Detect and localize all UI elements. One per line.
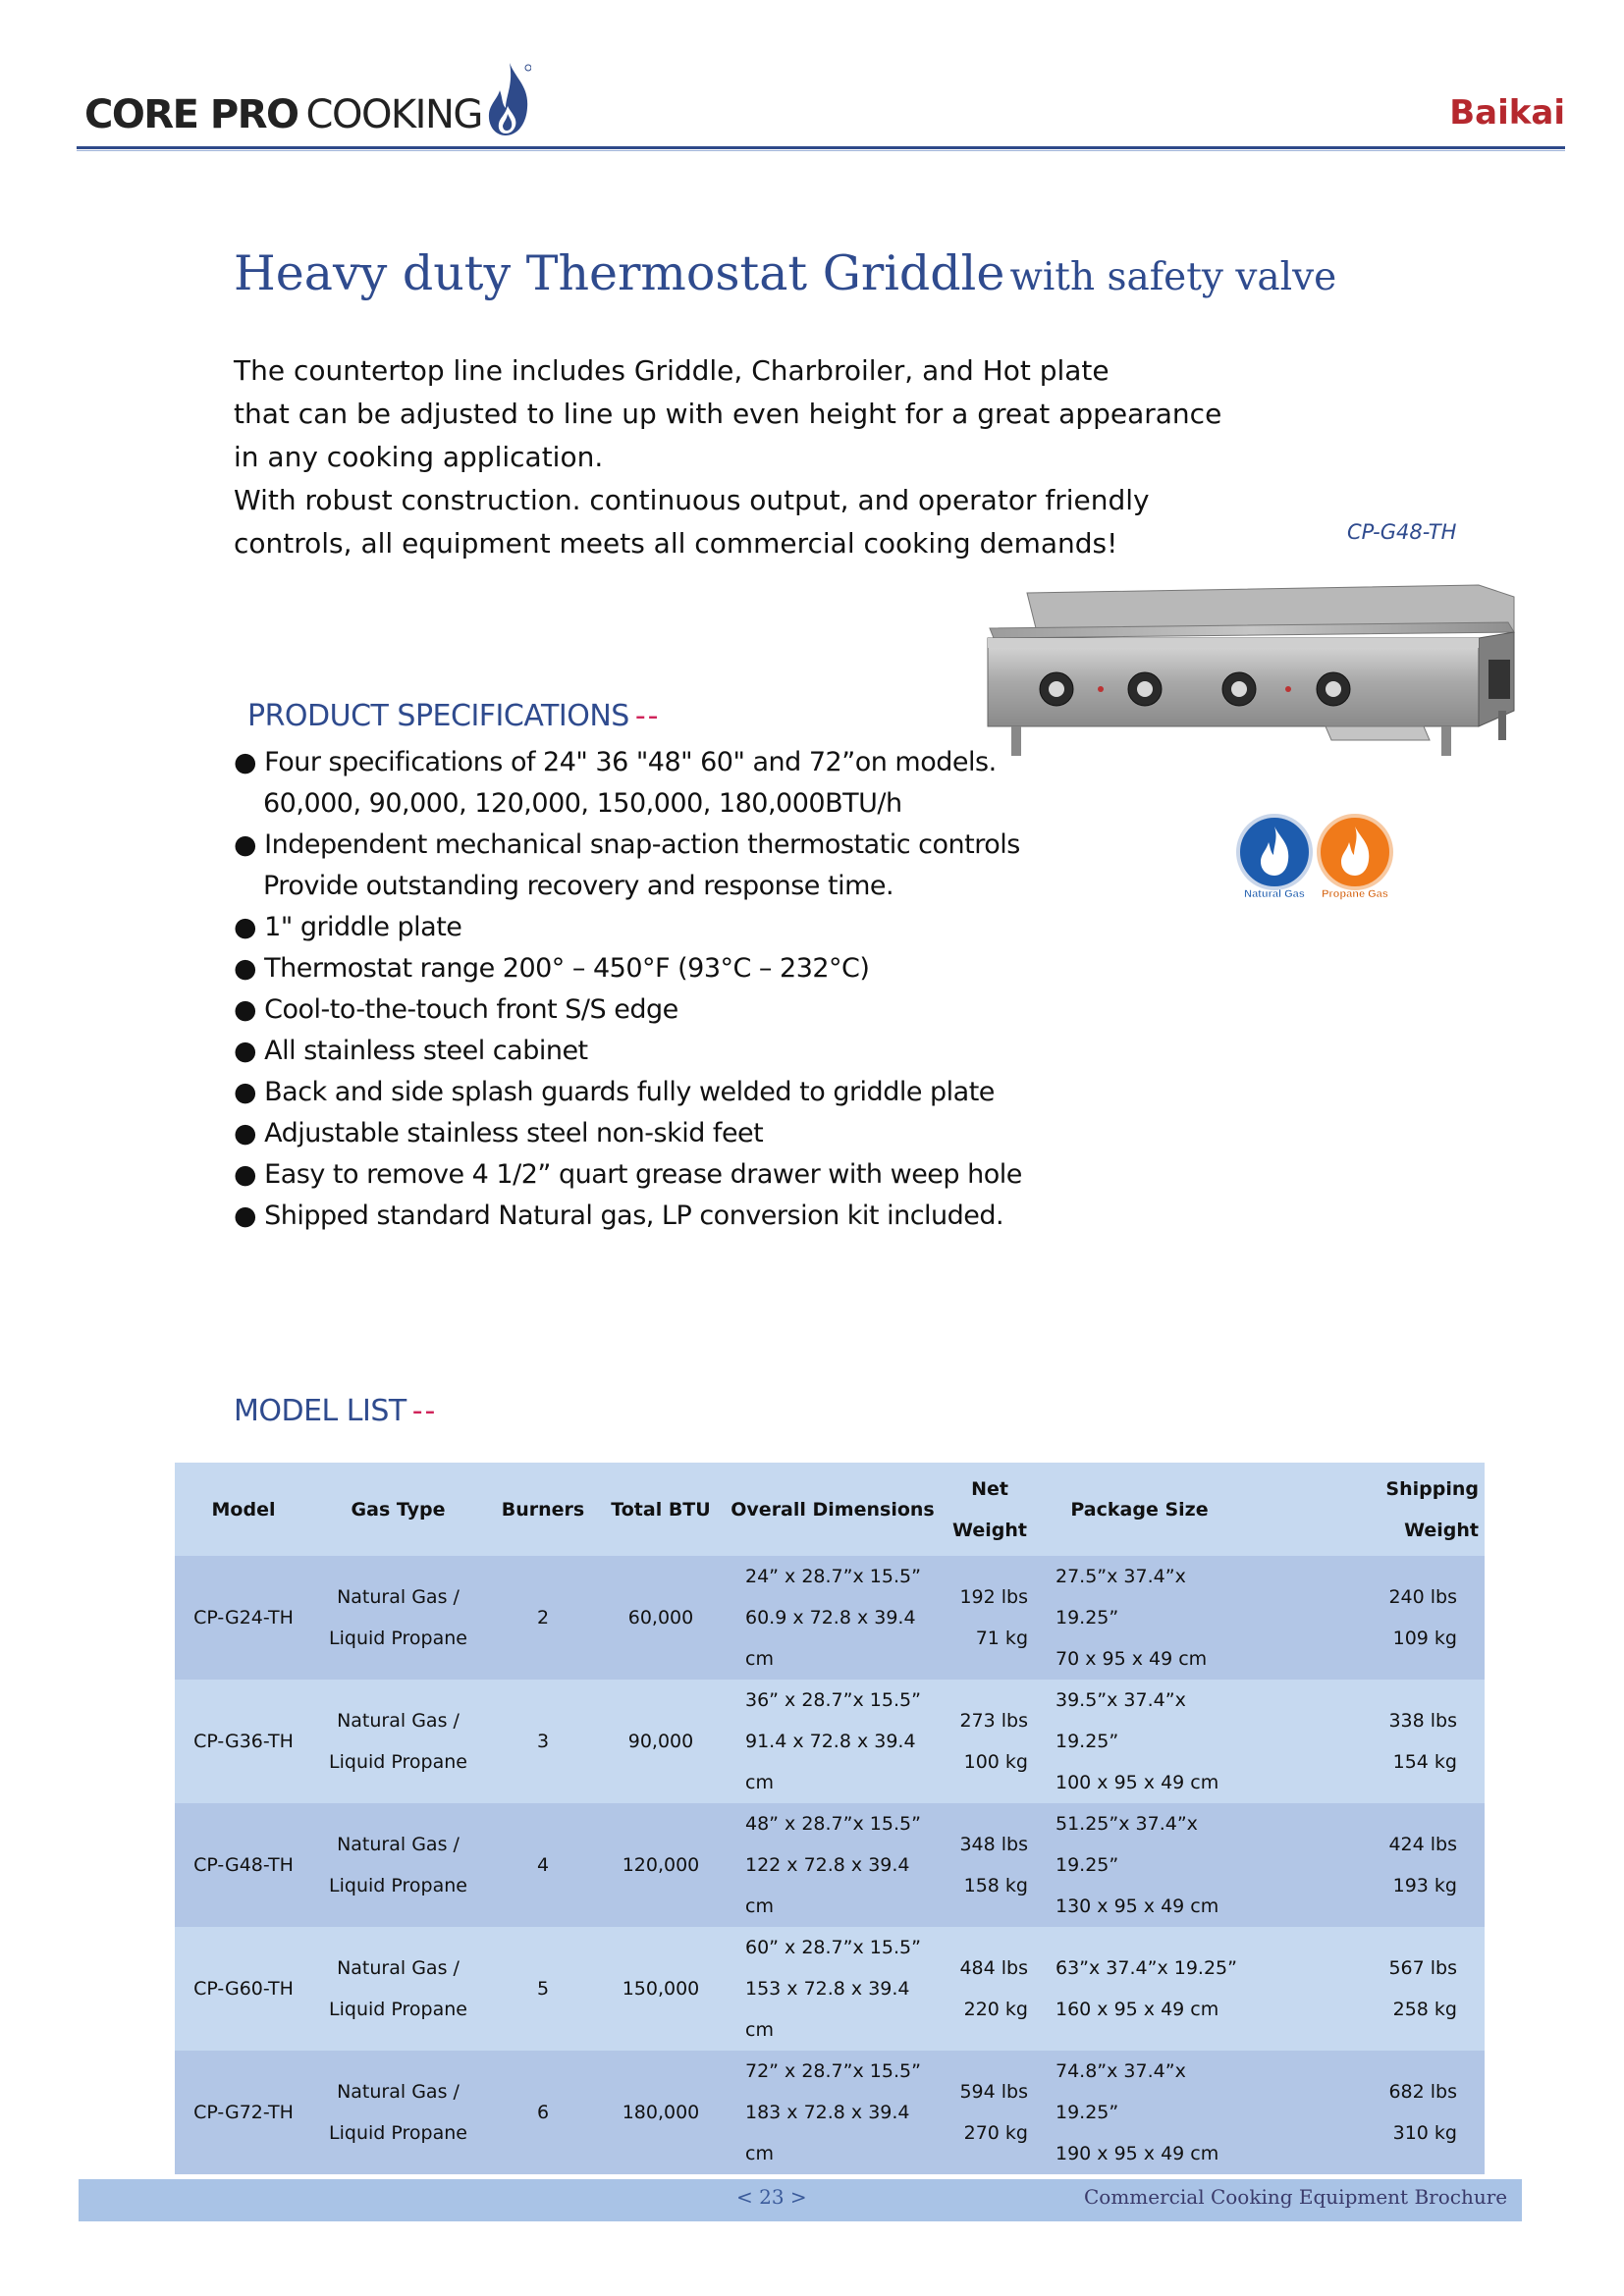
spec-item: ● Shipped standard Natural gas, LP conversion kit included. [234, 1201, 1004, 1231]
cell-overall-dimensions: 60” x 28.7”x 15.5” 153 x 72.8 x 39.4 cm [720, 1927, 946, 2051]
table-row [175, 1556, 1485, 1680]
cell-overall-dimensions: 72” x 28.7”x 15.5” 183 x 72.8 x 39.4 cm [720, 2051, 946, 2174]
title-sub: with safety valve [1009, 255, 1337, 299]
cell-shipping-weight: 567 lbs 258 kg [1245, 1927, 1485, 2051]
table-row [175, 1680, 1485, 1803]
cell-shipping-weight: 338 lbs 154 kg [1245, 1680, 1485, 1803]
intro-line: With robust construction. continuous output, and operator friendly [234, 484, 1150, 516]
cell-net-weight: 348 lbs 158 kg [946, 1803, 1034, 1927]
specs-heading [247, 699, 660, 733]
cell-burners: 2 [484, 1556, 602, 1680]
svg-text:Propane Gas: Propane Gas [1322, 888, 1388, 900]
heading-dash: -- [634, 699, 661, 733]
spec-item-sub: 60,000, 90,000, 120,000, 150,000, 180,000BTU/h [263, 788, 902, 819]
table-row [175, 1803, 1485, 1927]
table-row [175, 1927, 1485, 2051]
gas-type-icons [1235, 813, 1394, 907]
col-header-shipping-weight-line1: Shipping [1385, 1477, 1479, 1500]
natural-gas-icon [1238, 816, 1311, 900]
spec-item: ● All stainless steel cabinet [234, 1036, 588, 1066]
page-title [234, 245, 1336, 301]
intro-line: controls, all equipment meets all commercial cooking demands! [234, 527, 1118, 560]
col-header-net-weight-line2: Weight [952, 1519, 1027, 1541]
cell-net-weight: 484 lbs 220 kg [946, 1927, 1034, 2051]
propane-gas-icon [1319, 816, 1391, 900]
cell-total-btu: 90,000 [602, 1680, 720, 1803]
page-number: < 23 > [736, 2185, 807, 2209]
cell-gas-type: Natural Gas / Liquid Propane [312, 2051, 484, 2174]
col-header-shipping-weight [1245, 1463, 1485, 1556]
cell-model: CP-G72-TH [175, 2051, 312, 2174]
cell-model: CP-G36-TH [175, 1680, 312, 1803]
table-row [175, 2051, 1485, 2174]
specs-heading-text: PRODUCT SPECIFICATIONS [247, 699, 629, 733]
cell-net-weight: 273 lbs 100 kg [946, 1680, 1034, 1803]
cell-burners: 4 [484, 1803, 602, 1927]
header-divider-shadow [77, 150, 1565, 151]
cell-overall-dimensions: 48” x 28.7”x 15.5” 122 x 72.8 x 39.4 cm [720, 1803, 946, 1927]
model-table [175, 1463, 1485, 2174]
spec-item: ● Easy to remove 4 1/2” quart grease drawer with weep hole [234, 1159, 1022, 1190]
cell-total-btu: 180,000 [602, 2051, 720, 2174]
intro-paragraph [234, 349, 1235, 565]
spec-item: ● Independent mechanical snap-action thermostatic controls [234, 829, 1020, 860]
cell-model: CP-G60-TH [175, 1927, 312, 2051]
col-header-overall-dimensions: Overall Dimensions [720, 1463, 946, 1556]
spec-item-sub: Provide outstanding recovery and response time. [263, 871, 894, 901]
brand-logo [84, 59, 531, 137]
spec-item: ● Back and side splash guards fully welded to griddle plate [234, 1077, 995, 1107]
cell-package-size: 39.5”x 37.4”x 19.25” 100 x 95 x 49 cm [1034, 1680, 1245, 1803]
cell-net-weight: 594 lbs 270 kg [946, 2051, 1034, 2174]
model-list-heading-text: MODEL LIST [234, 1394, 406, 1428]
specs-list [234, 742, 1216, 1237]
cell-burners: 3 [484, 1680, 602, 1803]
cell-package-size: 74.8”x 37.4”x 19.25” 190 x 95 x 49 cm [1034, 2051, 1245, 2174]
svg-text:Natural Gas: Natural Gas [1244, 888, 1305, 900]
cell-model: CP-G24-TH [175, 1556, 312, 1680]
title-main: Heavy duty Thermostat Griddle [234, 245, 1005, 301]
model-list-heading [234, 1394, 437, 1428]
cell-total-btu: 150,000 [602, 1927, 720, 2051]
col-header-model: Model [175, 1463, 312, 1556]
cell-package-size: 51.25”x 37.4”x 19.25” 130 x 95 x 49 cm [1034, 1803, 1245, 1927]
cell-gas-type: Natural Gas / Liquid Propane [312, 1556, 484, 1680]
cell-gas-type: Natural Gas / Liquid Propane [312, 1680, 484, 1803]
intro-line: that can be adjusted to line up with even height for a great appearance [234, 398, 1222, 430]
spec-item: ● Cool-to-the-touch front S/S edge [234, 994, 678, 1025]
cell-shipping-weight: 240 lbs 109 kg [1245, 1556, 1485, 1680]
cell-total-btu: 60,000 [602, 1556, 720, 1680]
intro-line: The countertop line includes Griddle, Charbroiler, and Hot plate [234, 354, 1110, 387]
table-header-row [175, 1463, 1485, 1556]
spec-item: ● Thermostat range 200° – 450°F (93°C – 232°C) [234, 953, 870, 984]
cell-gas-type: Natural Gas / Liquid Propane [312, 1803, 484, 1927]
spec-item: ● 1" griddle plate [234, 912, 462, 942]
cell-package-size: 63”x 37.4”x 19.25” 160 x 95 x 49 cm [1034, 1927, 1245, 2051]
flame-icon [486, 61, 531, 137]
col-header-burners: Burners [484, 1463, 602, 1556]
col-header-package-size: Package Size [1034, 1463, 1245, 1556]
cell-overall-dimensions: 24” x 28.7”x 15.5” 60.9 x 72.8 x 39.4 cm [720, 1556, 946, 1680]
logo-text-bold: CORE PRO [84, 92, 298, 137]
cell-total-btu: 120,000 [602, 1803, 720, 1927]
col-header-net-weight [946, 1463, 1034, 1556]
logo-text-light: COOKING [305, 92, 482, 137]
cell-package-size: 27.5”x 37.4”x 19.25” 70 x 95 x 49 cm [1034, 1556, 1245, 1680]
col-header-total-btu: Total BTU [602, 1463, 720, 1556]
cell-burners: 5 [484, 1927, 602, 2051]
header-divider [77, 146, 1565, 149]
brand-name: Baikai [1449, 93, 1565, 133]
product-image-label: CP-G48-TH [1347, 520, 1457, 544]
cell-model: CP-G48-TH [175, 1803, 312, 1927]
col-header-shipping-weight-line2: Weight [1404, 1519, 1479, 1541]
cell-shipping-weight: 424 lbs 193 kg [1245, 1803, 1485, 1927]
cell-shipping-weight: 682 lbs 310 kg [1245, 2051, 1485, 2174]
col-header-gas-type: Gas Type [312, 1463, 484, 1556]
spec-item: ● Adjustable stainless steel non-skid feet [234, 1118, 764, 1148]
intro-line: in any cooking application. [234, 441, 604, 473]
cell-burners: 6 [484, 2051, 602, 2174]
cell-net-weight: 192 lbs 71 kg [946, 1556, 1034, 1680]
cell-overall-dimensions: 36” x 28.7”x 15.5” 91.4 x 72.8 x 39.4 cm [720, 1680, 946, 1803]
spec-item: ● Four specifications of 24" 36 "48" 60" and 72”on models. [234, 747, 997, 777]
footer-title: Commercial Cooking Equipment Brochure [1084, 2185, 1508, 2209]
col-header-net-weight-line1: Net [971, 1477, 1008, 1500]
cell-gas-type: Natural Gas / Liquid Propane [312, 1927, 484, 2051]
heading-dash: -- [411, 1394, 438, 1428]
